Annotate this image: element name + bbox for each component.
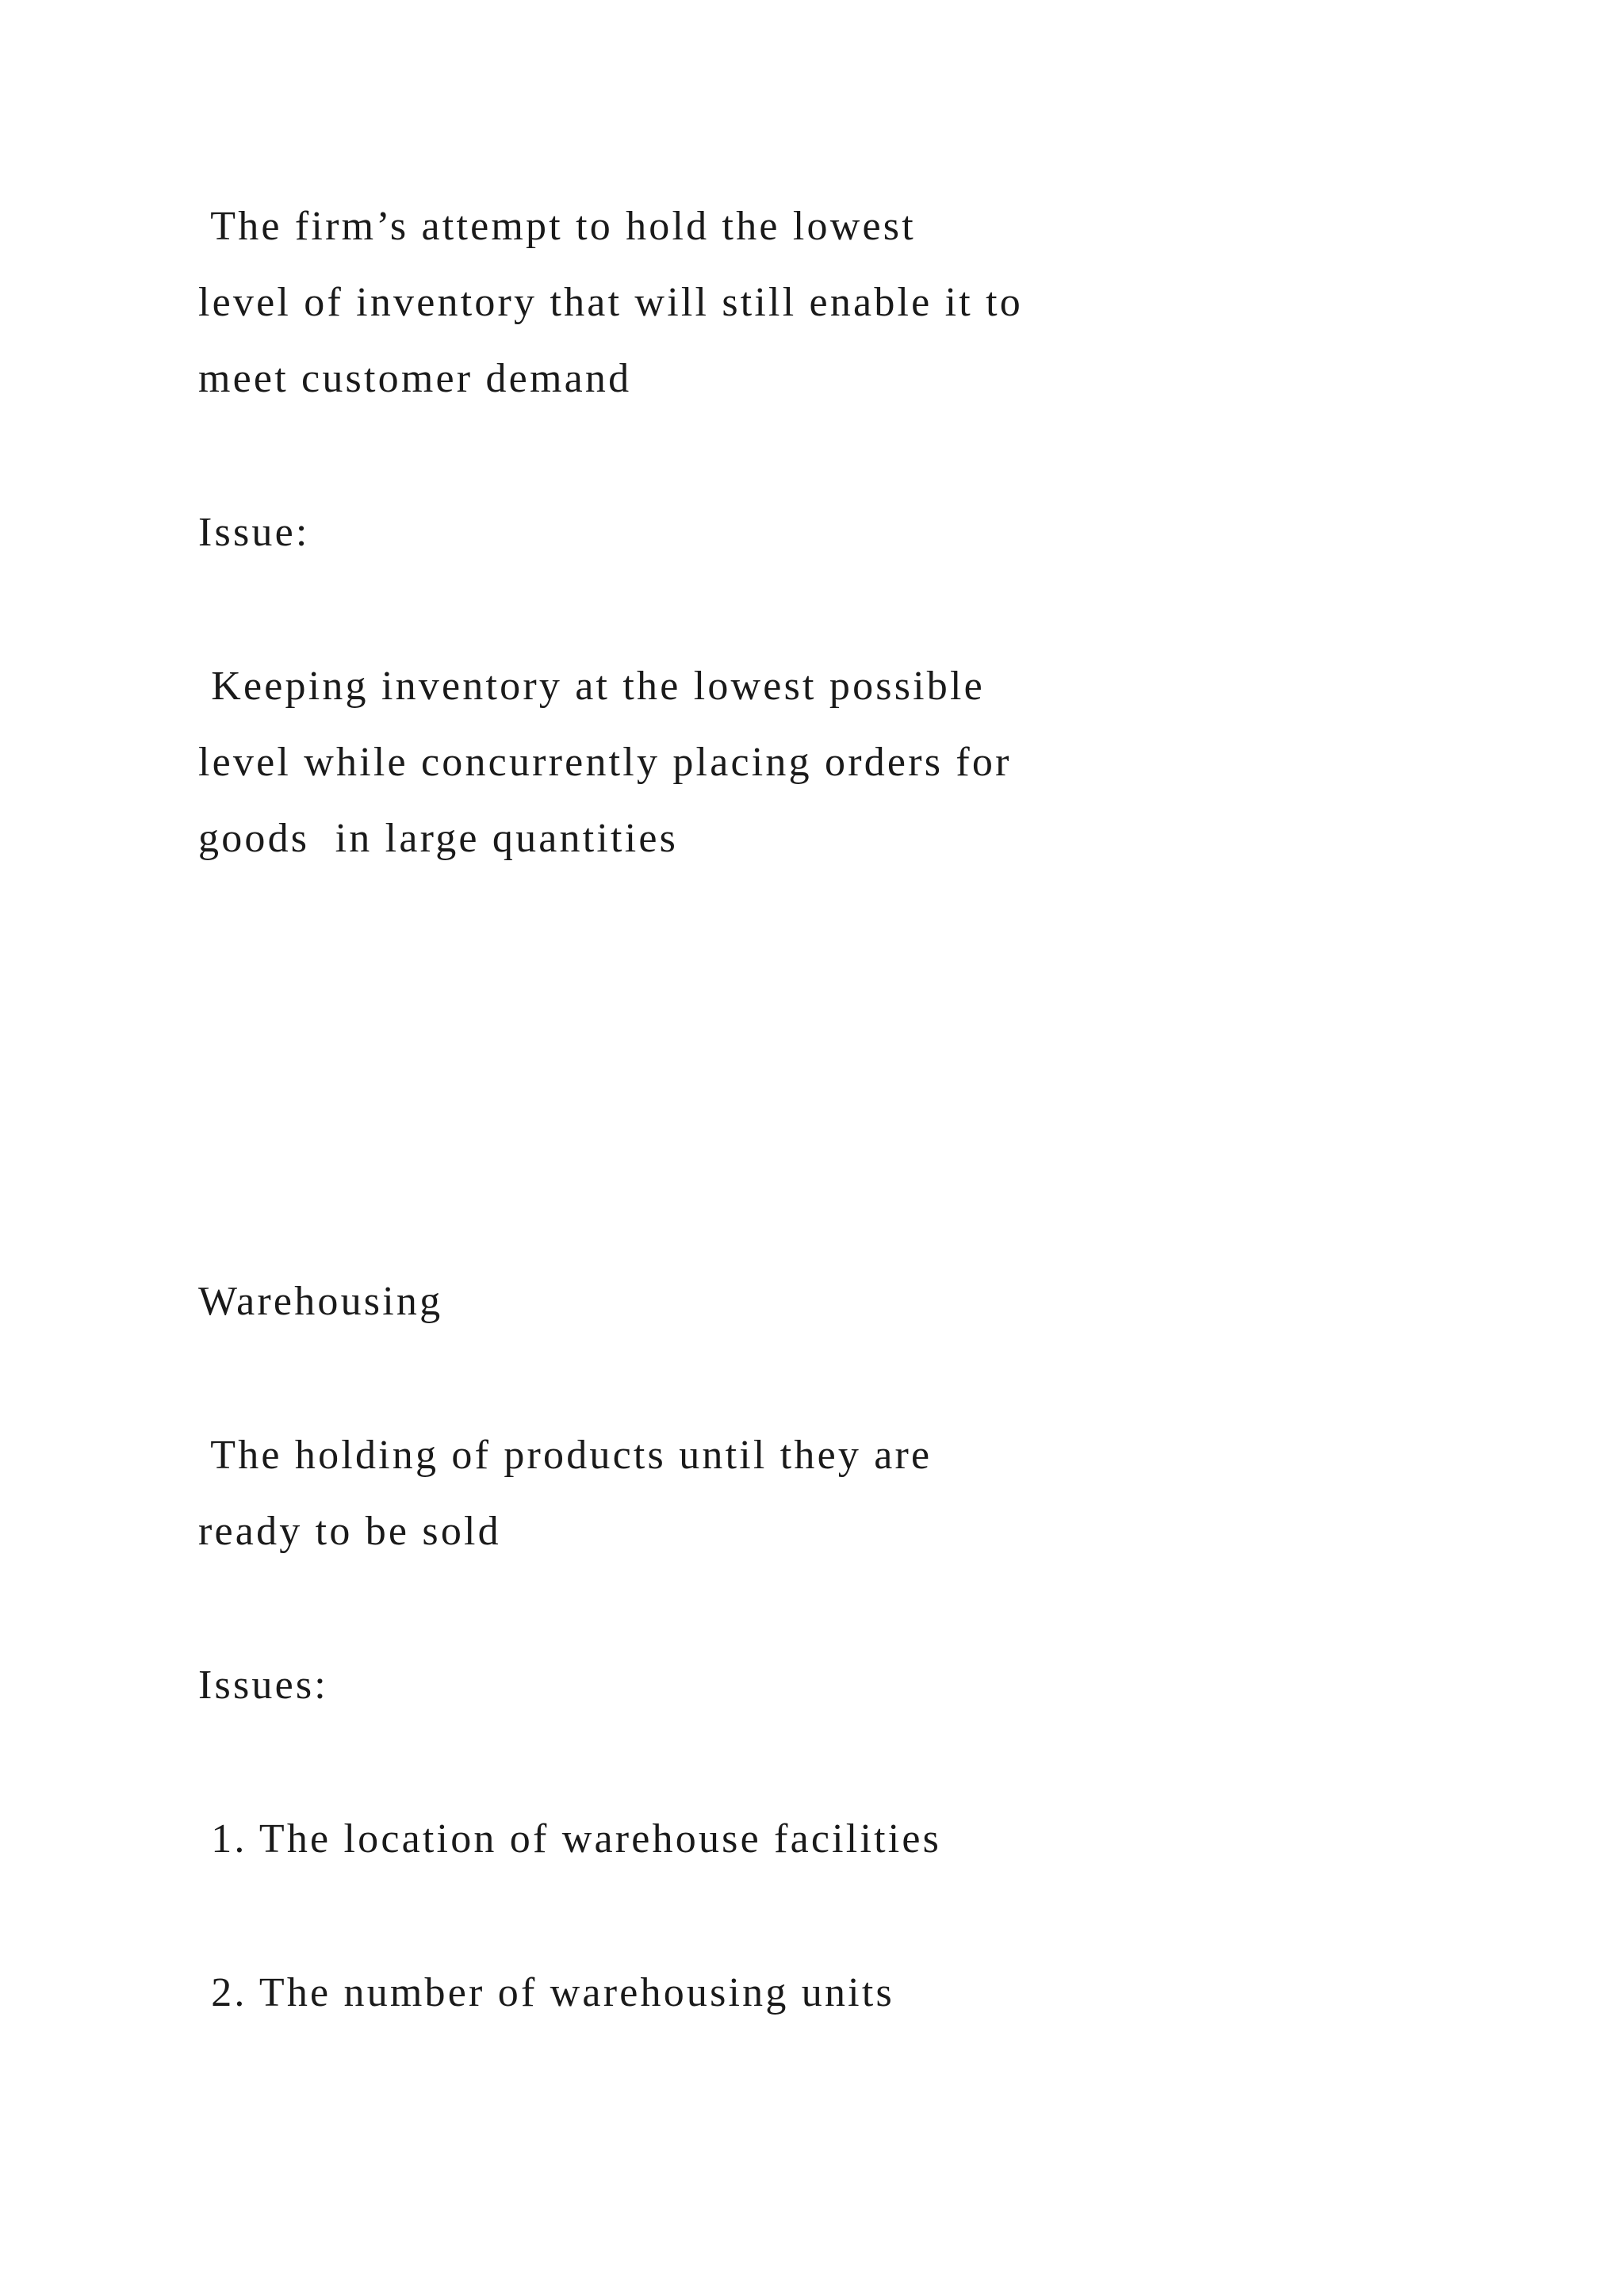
text-line: ready to be sold (198, 1509, 501, 1554)
issues-heading: Issues: (198, 1663, 328, 1708)
text-line: Keeping inventory at the lowest possible (198, 664, 985, 709)
issue-heading: Issue: (198, 510, 310, 555)
text-line: level of inventory that will still enable it to (198, 280, 1023, 325)
text-line: meet customer demand (198, 356, 632, 401)
text-line: level while concurrently placing orders for (198, 740, 1012, 785)
list-item: 2. The number of warehousing units (198, 1970, 894, 2015)
text-line: The holding of products until they are (198, 1433, 933, 1478)
list-item: 1. The location of warehouse facilities (198, 1816, 942, 1862)
text-line: The firm’s attempt to hold the lowest (198, 204, 916, 249)
text-line: goods in large quantities (198, 816, 679, 861)
section-heading-warehousing: Warehousing (198, 1279, 443, 1324)
